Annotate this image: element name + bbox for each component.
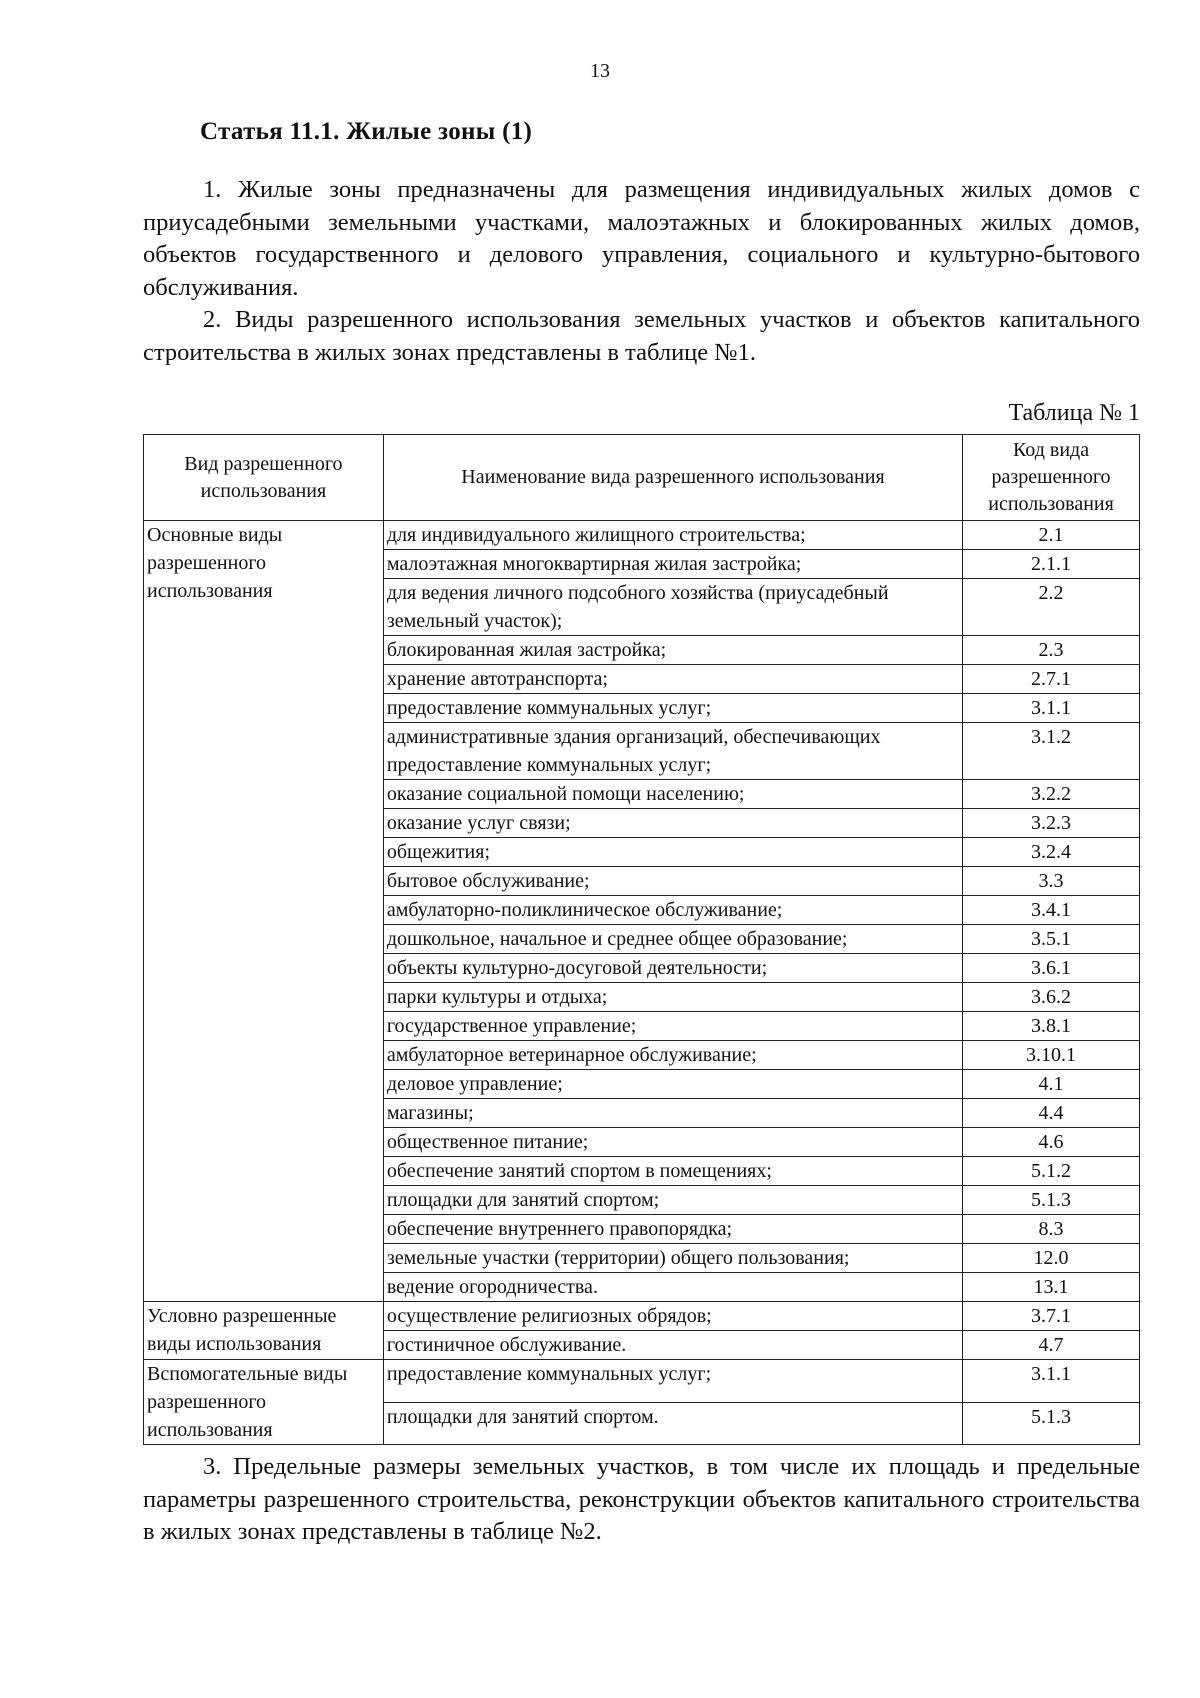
use-name-cell: земельные участки (территории) общего пользования; [383, 1244, 962, 1273]
use-name-cell: предоставление коммунальных услуг; [383, 694, 962, 723]
use-code-cell: 3.2.4 [963, 838, 1140, 867]
use-code-cell: 2.1 [963, 521, 1140, 550]
use-code-cell: 8.3 [963, 1215, 1140, 1244]
page-number: 13 [590, 60, 610, 82]
table-body [144, 521, 1140, 1445]
use-name-cell: ведение огородничества. [383, 1273, 962, 1302]
use-name-cell: общественное питание; [383, 1128, 962, 1157]
paragraph-3: 3. Предельные размеры земельных участков, в том числе их площадь и предельные параметры разрешенного строительства, реконструкции объектов капитального строительства в жилых зонах представлены в таблице №2. [143, 1453, 1140, 1545]
use-name-cell: административные здания организаций, обеспечивающих предоставление коммунальных услуг; [383, 723, 962, 780]
use-code-cell: 4.1 [963, 1070, 1140, 1099]
use-code-cell: 3.6.2 [963, 983, 1140, 1012]
use-name-cell: обеспечение занятий спортом в помещениях; [383, 1157, 962, 1186]
use-name-cell: парки культуры и отдыха; [383, 983, 962, 1012]
use-name-cell: площадки для занятий спортом. [383, 1402, 962, 1445]
use-group-label: Условно разрешенные виды использования [144, 1302, 384, 1360]
use-name-cell: объекты культурно-досуговой деятельности; [383, 954, 962, 983]
use-name-cell: блокированная жилая застройка; [383, 636, 962, 665]
use-name-cell: амбулаторное ветеринарное обслуживание; [383, 1041, 962, 1070]
use-code-cell: 4.6 [963, 1128, 1140, 1157]
use-name-cell: государственное управление; [383, 1012, 962, 1041]
table-caption: Таблица № 1 [1008, 400, 1140, 426]
table-row [144, 521, 1140, 550]
use-name-cell: бытовое обслуживание; [383, 867, 962, 896]
use-name-cell: гостиничное обслуживание. [383, 1331, 962, 1360]
use-name-cell: общежития; [383, 838, 962, 867]
use-name-cell: хранение автотранспорта; [383, 665, 962, 694]
table-row [144, 1302, 1140, 1331]
use-code-cell: 5.1.3 [963, 1402, 1140, 1445]
use-name-cell: оказание социальной помощи населению; [383, 780, 962, 809]
use-code-cell: 2.2 [963, 579, 1140, 636]
article-heading: Статья 11.1. Жилые зоны (1) [200, 118, 533, 145]
paragraph-2: 2. Виды разрешенного использования земельных участков и объектов капитального строительства в жилых зонах представлены в таблице №1. [143, 306, 1140, 366]
use-name-cell: площадки для занятий спортом; [383, 1186, 962, 1215]
use-code-cell: 3.10.1 [963, 1041, 1140, 1070]
permitted-use-table [143, 434, 1140, 1445]
use-code-cell: 13.1 [963, 1273, 1140, 1302]
use-code-cell: 5.1.3 [963, 1186, 1140, 1215]
use-name-cell: для ведения личного подсобного хозяйства (приусадебный земельный участок); [383, 579, 962, 636]
table-header-row [144, 435, 1140, 521]
use-name-cell: магазины; [383, 1099, 962, 1128]
use-code-cell: 2.1.1 [963, 550, 1140, 579]
use-name-cell: амбулаторно-поликлиническое обслуживание; [383, 896, 962, 925]
use-code-cell: 2.3 [963, 636, 1140, 665]
use-code-cell: 3.1.1 [963, 1360, 1140, 1403]
use-code-cell: 5.1.2 [963, 1157, 1140, 1186]
header-name: Наименование вида разрешенного использования [383, 435, 962, 521]
use-name-cell: оказание услуг связи; [383, 809, 962, 838]
use-code-cell: 3.7.1 [963, 1302, 1140, 1331]
use-code-cell: 3.5.1 [963, 925, 1140, 954]
header-code: Код вида разрешенного использования [963, 435, 1140, 521]
use-code-cell: 3.2.3 [963, 809, 1140, 838]
use-code-cell: 3.1.1 [963, 694, 1140, 723]
use-name-cell: осуществление религиозных обрядов; [383, 1302, 962, 1331]
use-code-cell: 2.7.1 [963, 665, 1140, 694]
table-row [144, 1360, 1140, 1403]
use-code-cell: 3.8.1 [963, 1012, 1140, 1041]
use-code-cell: 3.1.2 [963, 723, 1140, 780]
use-code-cell: 12.0 [963, 1244, 1140, 1273]
use-name-cell: деловое управление; [383, 1070, 962, 1099]
use-group-label: Вспомогательные виды разрешенного использования [144, 1360, 384, 1445]
use-code-cell: 4.4 [963, 1099, 1140, 1128]
use-name-cell: малоэтажная многоквартирная жилая застройка; [383, 550, 962, 579]
use-code-cell: 3.4.1 [963, 896, 1140, 925]
use-code-cell: 3.6.1 [963, 954, 1140, 983]
paragraph-1: 1. Жилые зоны предназначены для размещения индивидуальных жилых домов с приусадебными земельными участками, малоэтажных и блокированных жилых домов, объектов государственного и делового управления, социального и культурно-бытового обслуживания. [143, 176, 1140, 301]
use-name-cell: дошкольное, начальное и среднее общее образование; [383, 925, 962, 954]
use-name-cell: предоставление коммунальных услуг; [383, 1360, 962, 1403]
use-group-label: Основные виды разрешенного использования [144, 521, 384, 1302]
use-code-cell: 3.2.2 [963, 780, 1140, 809]
use-name-cell: обеспечение внутреннего правопорядка; [383, 1215, 962, 1244]
use-code-cell: 4.7 [963, 1331, 1140, 1360]
use-name-cell: для индивидуального жилищного строительства; [383, 521, 962, 550]
use-code-cell: 3.3 [963, 867, 1140, 896]
header-type: Вид разрешенного использования [144, 435, 384, 521]
